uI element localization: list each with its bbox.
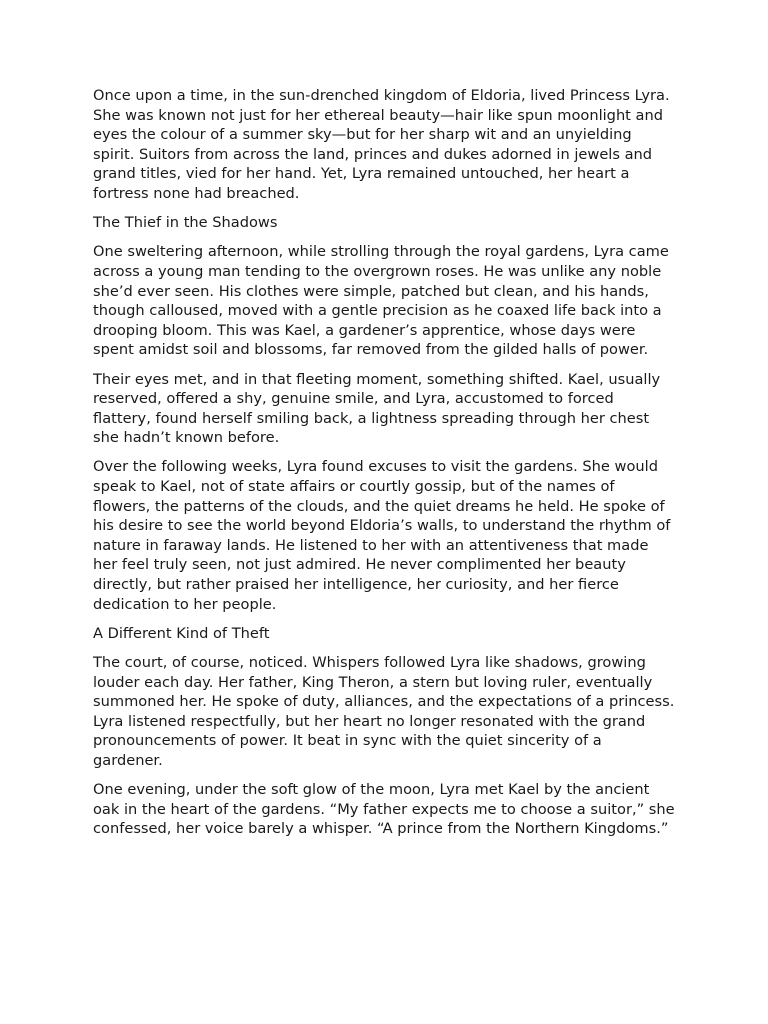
paragraph-following-weeks: Over the following weeks, Lyra found excuses to visit the gardens. She would speak to Kael, not of state affairs or courtly gossip, but of the names of flowers, the patterns of the clouds, and the quiet dreams he held. He spoke of his desire to see the world beyond Eldoria’s walls, to understand the rhythm of nature in faraway lands. He listened to her with an attentiveness that made her feel truly seen, not just admired. He never complimented her beauty directly, but rather praised her intelligence, her curiosity, and her fierce dedication to her people.: [93, 458, 671, 613]
paragraph-intro: Once upon a time, in the sun-drenched kingdom of Eldoria, lived Princess Lyra. She was known not just for her ethereal beauty—hair like spun moonlight and eyes the colour of a summer sky—but for her sharp wit and an unyielding spirit. Suitors from across the land, princes and dukes adorned in jewels and grand titles, vied for her hand. Yet, Lyra remained untouched, her heart a fortress none had breached.: [93, 87, 670, 202]
paragraph-garden-meeting: One sweltering afternoon, while strolling through the royal gardens, Lyra came across a young man tending to the overgrown roses. He was unlike any noble she’d ever seen. His clothes were simple, patched but clean, and his hands, though calloused, moved with a gentle precision as he coaxed life back into a drooping bloom. This was Kael, a gardener’s apprentice, whose days were spent amidst soil and blossoms, far removed from the gilded halls of power.: [93, 243, 669, 359]
section-heading-theft: A Different Kind of Theft: [93, 624, 270, 642]
paragraph-eyes-met: Their eyes met, and in that fleeting moment, something shifted. Kael, usually reserved, offered a shy, genuine smile, and Lyra, accustomed to forced flattery, found herself smiling back, a lightness spreading through her chest she hadn’t known before.: [93, 370, 661, 447]
paragraph-moonlit-evening: One evening, under the soft glow of the moon, Lyra met Kael by the ancient oak in the heart of the gardens. “My father expects me to choose a suitor,” she confessed, her voice barely a whisper. “A prince from the Northern Kingdoms.”: [93, 781, 675, 838]
paragraph-court-noticed: The court, of course, noticed. Whispers followed Lyra like shadows, growing louder each day. Her father, King Theron, a stern but loving ruler, eventually summoned her. He spoke of duty, alliances, and the expectations of a princess. Lyra listened respectfully, but her heart no longer resonated with the grand pronouncements of power. It beat in sync with the quiet sincerity of a gardener.: [93, 654, 675, 769]
section-heading-thief: The Thief in the Shadows: [93, 214, 278, 232]
